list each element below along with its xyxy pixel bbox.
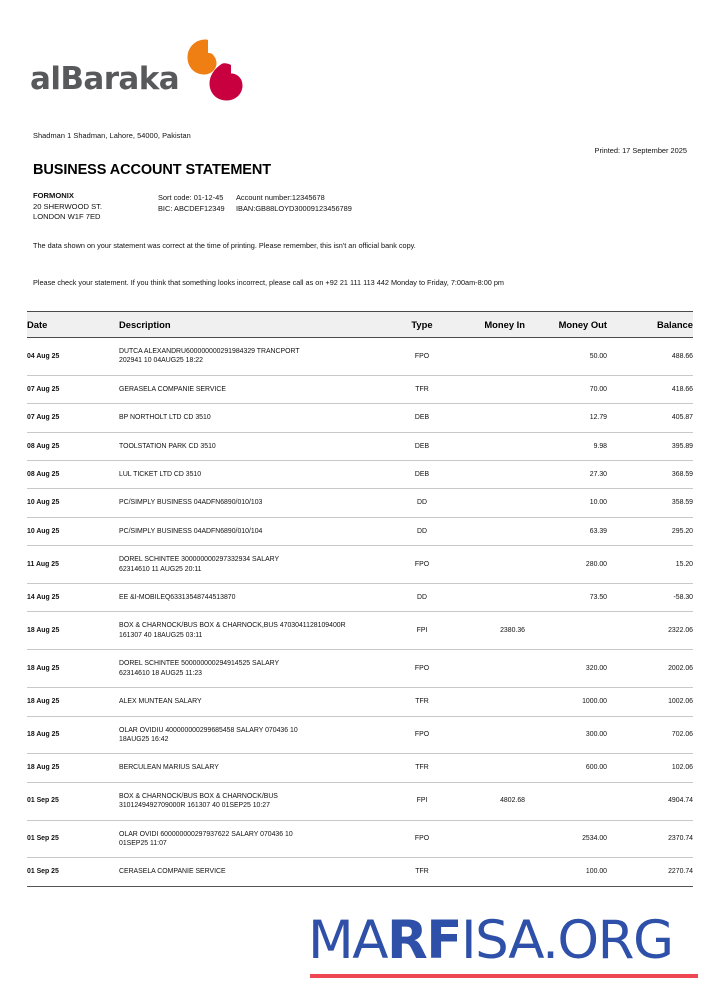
cell-description: [119, 858, 391, 886]
account-number-label: Account number:: [236, 193, 292, 202]
cell-money-out: 10.00: [525, 489, 607, 517]
cell-date: 18 Aug 25: [27, 612, 119, 650]
bic-label: BIC:: [158, 203, 173, 213]
cell-money-in: [453, 546, 525, 584]
customer-name: FORMONIX: [33, 191, 74, 200]
table-row: [27, 584, 693, 612]
description-line-2: 202941 10 04AUG25 18:22: [119, 357, 203, 365]
cell-money-in: 2380.36: [453, 612, 525, 650]
cell-money-in: [453, 858, 525, 886]
transactions-table-header: [27, 312, 693, 338]
cell-date: 08 Aug 25: [27, 461, 119, 489]
cell-description: [119, 688, 391, 716]
cell-type: FPO: [391, 716, 453, 754]
cell-money-out: [525, 782, 607, 820]
cell-description: [119, 489, 391, 517]
cell-balance: 488.66: [607, 338, 693, 376]
table-row: [27, 338, 693, 376]
cell-description: [119, 820, 391, 858]
table-header-row: [27, 312, 693, 338]
cell-money-in: [453, 754, 525, 782]
cell-money-out: 50.00: [525, 338, 607, 376]
cell-money-in: [453, 517, 525, 545]
cell-money-in: [453, 404, 525, 432]
statement-notice-printing: The data shown on your statement was correct at the time of printing. Please remember, this isn't an official bank copy.: [33, 241, 416, 250]
cell-type: DD: [391, 489, 453, 517]
statement-notice-contact: Please check your statement. If you think that something looks incorrect, please call as on +92 21 111 113 442 Monday to Friday, 7:00am-8:00 pm: [33, 278, 504, 287]
column-header-balance: Balance: [607, 312, 693, 338]
description-line-2: 161307 40 18AUG25 03:11: [119, 631, 203, 639]
description-line-2: 01SEP25 11:07: [119, 839, 167, 847]
transactions-table: [27, 311, 693, 887]
cell-description: [119, 612, 391, 650]
cell-description: [119, 375, 391, 403]
description-line-1: GERASELA COMPANIE SERVICE: [119, 385, 226, 393]
table-row: [27, 650, 693, 688]
page-title: BUSINESS ACCOUNT STATEMENT: [33, 162, 271, 178]
cell-money-out: [525, 612, 607, 650]
cell-date: 01 Sep 25: [27, 820, 119, 858]
table-row: [27, 461, 693, 489]
description-line-1: BERCULEAN MARIUS SALARY: [119, 764, 219, 772]
cell-description: [119, 716, 391, 754]
watermark-underline: [310, 974, 698, 978]
customer-address-block: [33, 191, 102, 223]
table-row: [27, 782, 693, 820]
cell-description: [119, 546, 391, 584]
cell-description: [119, 461, 391, 489]
cell-money-in: 4802.68: [453, 782, 525, 820]
cell-balance: 4904.74: [607, 782, 693, 820]
description-line-1: ALEX MUNTEAN SALARY: [119, 698, 202, 706]
cell-balance: 2322.06: [607, 612, 693, 650]
cell-balance: 295.20: [607, 517, 693, 545]
cell-date: 07 Aug 25: [27, 404, 119, 432]
cell-date: 11 Aug 25: [27, 546, 119, 584]
column-header-money-out: Money Out: [525, 312, 607, 338]
cell-money-out: 320.00: [525, 650, 607, 688]
transactions-table-body: [27, 338, 693, 887]
sort-code-label: Sort code:: [158, 193, 192, 202]
account-number-value: 12345678: [291, 193, 325, 202]
cell-money-out: 12.79: [525, 404, 607, 432]
marfisa-watermark: [308, 912, 700, 986]
sort-code-value: 01-12-45: [193, 193, 224, 202]
description-line-1: LUL TICKET LTD CD 3510: [119, 471, 202, 479]
cell-description: [119, 404, 391, 432]
description-line-1: BOX & CHARNOCK/BUS BOX & CHARNOCK/BUS: [119, 792, 278, 800]
customer-address-line2: LONDON W1F 7ED: [33, 212, 101, 222]
cell-type: FPO: [391, 546, 453, 584]
cell-balance: 368.59: [607, 461, 693, 489]
table-row: [27, 820, 693, 858]
table-row: [27, 404, 693, 432]
column-header-type: Type: [391, 312, 453, 338]
description-line-1: BP NORTHOLT LTD CD 3510: [119, 414, 211, 422]
cell-date: 08 Aug 25: [27, 432, 119, 460]
cell-money-in: [453, 489, 525, 517]
watermark-part-3: ISA.ORG: [461, 910, 673, 971]
cell-type: FPO: [391, 338, 453, 376]
cell-money-out: 2534.00: [525, 820, 607, 858]
cell-balance: 418.66: [607, 375, 693, 403]
cell-balance: 2370.74: [607, 820, 693, 858]
cell-date: 14 Aug 25: [27, 584, 119, 612]
cell-date: 18 Aug 25: [27, 754, 119, 782]
watermark-text: [308, 912, 700, 970]
table-row: [27, 375, 693, 403]
cell-date: 07 Aug 25: [27, 375, 119, 403]
iban-value: GB88LOYD30009123456789: [255, 203, 352, 213]
cell-description: [119, 650, 391, 688]
printed-date: Printed: 17 September 2025: [594, 146, 687, 155]
column-header-date: Date: [27, 312, 119, 338]
cell-balance: 358.59: [607, 489, 693, 517]
cell-type: DEB: [391, 461, 453, 489]
bic-value: ABCDEF12349: [174, 203, 225, 213]
cell-money-in: [453, 338, 525, 376]
cell-money-out: 100.00: [525, 858, 607, 886]
cell-money-out: 280.00: [525, 546, 607, 584]
table-row: [27, 754, 693, 782]
cell-date: 18 Aug 25: [27, 650, 119, 688]
description-line-1: PC/SIMPLY BUSINESS 04ADFN6890/010/103: [119, 499, 263, 507]
cell-money-out: 600.00: [525, 754, 607, 782]
cell-date: 04 Aug 25: [27, 338, 119, 376]
table-row: [27, 432, 693, 460]
cell-type: TFR: [391, 688, 453, 716]
cell-money-out: 63.39: [525, 517, 607, 545]
account-details-row-1: [158, 193, 352, 204]
customer-address-line1: 20 SHERWOOD ST.: [33, 201, 103, 211]
cell-balance: -58.30: [607, 584, 693, 612]
description-line-1: DOREL SCHINTEE 300000000297332934 SALARY: [119, 556, 280, 564]
table-row: [27, 517, 693, 545]
cell-money-out: 70.00: [525, 375, 607, 403]
table-row: [27, 546, 693, 584]
column-header-description: Description: [119, 312, 391, 338]
cell-type: FPI: [391, 782, 453, 820]
cell-description: [119, 517, 391, 545]
cell-date: 10 Aug 25: [27, 517, 119, 545]
cell-money-in: [453, 820, 525, 858]
table-row: [27, 716, 693, 754]
cell-money-out: 300.00: [525, 716, 607, 754]
cell-date: 01 Sep 25: [27, 858, 119, 886]
iban-label: IBAN:: [236, 203, 256, 213]
cell-money-out: 73.50: [525, 584, 607, 612]
table-row: [27, 612, 693, 650]
cell-description: [119, 782, 391, 820]
description-line-1: DOREL SCHINTEE 500000000294914525 SALARY: [119, 660, 280, 668]
albaraka-droplets-logo-icon: [185, 38, 245, 102]
description-line-1: BOX & CHARNOCK/BUS BOX & CHARNOCK,BUS 4703041128109400R: [119, 622, 346, 630]
description-line-2: 62314610 11 AUG25 20:11: [119, 565, 202, 573]
cell-date: 01 Sep 25: [27, 782, 119, 820]
description-line-1: OLAR OVIDIU 400000000299685458 SALARY 070436 10: [119, 726, 298, 734]
table-row: [27, 858, 693, 886]
cell-balance: 702.06: [607, 716, 693, 754]
cell-type: DD: [391, 584, 453, 612]
account-details-row-2: [158, 204, 352, 215]
cell-money-in: [453, 716, 525, 754]
bank-logo-wordmark: alBaraka: [30, 61, 180, 97]
bank-address: Shadman 1 Shadman, Lahore, 54000, Pakistan: [33, 131, 191, 140]
cell-balance: 1002.06: [607, 688, 693, 716]
column-header-money-in: Money In: [453, 312, 525, 338]
cell-description: [119, 584, 391, 612]
cell-balance: 102.06: [607, 754, 693, 782]
cell-money-out: 1000.00: [525, 688, 607, 716]
cell-money-in: [453, 650, 525, 688]
cell-money-out: 9.98: [525, 432, 607, 460]
cell-type: DEB: [391, 404, 453, 432]
cell-type: TFR: [391, 858, 453, 886]
cell-type: FPO: [391, 650, 453, 688]
cell-description: [119, 338, 391, 376]
table-row: [27, 489, 693, 517]
cell-money-in: [453, 461, 525, 489]
cell-money-out: 27.30: [525, 461, 607, 489]
cell-balance: 2270.74: [607, 858, 693, 886]
description-line-1: CERASELA COMPANIE SERVICE: [119, 868, 226, 876]
cell-money-in: [453, 584, 525, 612]
cell-type: FPO: [391, 820, 453, 858]
bank-logo: [30, 36, 330, 108]
cell-money-in: [453, 375, 525, 403]
cell-type: FPI: [391, 612, 453, 650]
cell-type: DD: [391, 517, 453, 545]
account-details-block: [158, 193, 352, 214]
cell-balance: 405.87: [607, 404, 693, 432]
watermark-part-1: MA: [308, 910, 387, 971]
cell-balance: 2002.06: [607, 650, 693, 688]
cell-balance: 395.89: [607, 432, 693, 460]
table-row: [27, 688, 693, 716]
cell-type: TFR: [391, 375, 453, 403]
description-line-2: 3101249492709000R 161307 40 01SEP25 10:27: [119, 802, 270, 810]
description-line-1: DUTCA ALEXANDRU600000000291984329 TRANCPORT: [119, 348, 300, 355]
description-line-2: 62314610 18 AUG25 11:23: [119, 669, 203, 677]
watermark-part-2: RF: [386, 910, 461, 971]
description-line-1: OLAR OVIDI 600000000297937622 SALARY 070436 10: [119, 830, 293, 838]
cell-description: [119, 432, 391, 460]
cell-balance: 15.20: [607, 546, 693, 584]
description-line-1: EE &I-MOBILEQ63313548744513870: [119, 594, 236, 602]
cell-description: [119, 754, 391, 782]
cell-money-in: [453, 432, 525, 460]
cell-type: TFR: [391, 754, 453, 782]
description-line-1: TOOLSTATION PARK CD 3510: [119, 442, 216, 450]
description-line-2: 18AUG25 16:42: [119, 735, 169, 743]
cell-date: 18 Aug 25: [27, 716, 119, 754]
cell-date: 18 Aug 25: [27, 688, 119, 716]
description-line-1: PC/SIMPLY BUSINESS 04ADFN6890/010/104: [119, 527, 263, 535]
cell-money-in: [453, 688, 525, 716]
cell-type: DEB: [391, 432, 453, 460]
cell-date: 10 Aug 25: [27, 489, 119, 517]
